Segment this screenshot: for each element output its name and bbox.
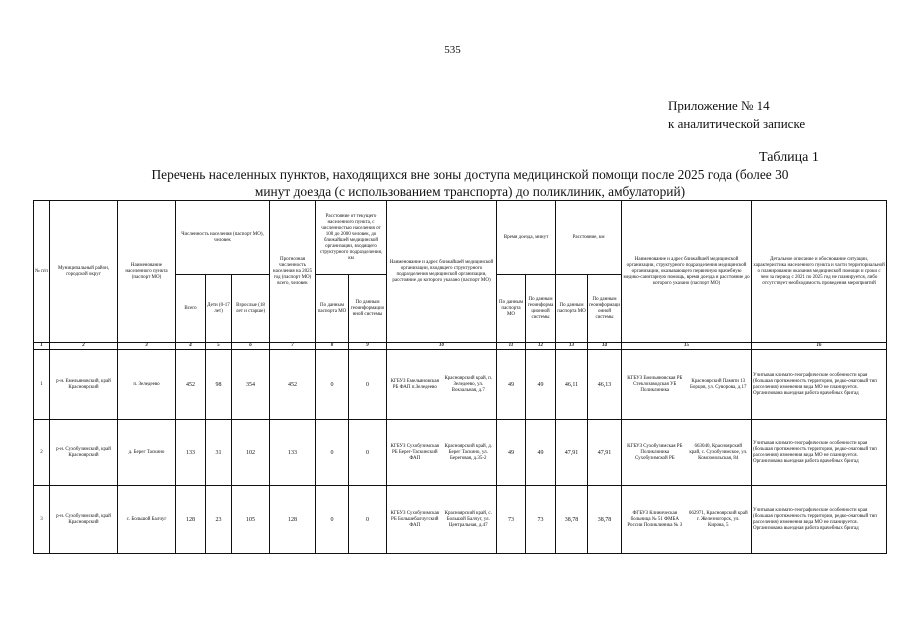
- header-tt-passport: По данным паспорта МО: [497, 275, 526, 343]
- col-index: 12: [526, 343, 556, 350]
- cell-pop-children: 31: [206, 420, 232, 486]
- title-line-1: Перечень населенных пунктов, находящихся вне зоны доступа медицинской помощи после 2025 года (более 30: [151, 167, 789, 182]
- nearest-address: Красноярский край, д. Берег Таскино, ул. Береговая, д.35-2: [444, 443, 493, 461]
- nearest-org: КГБУЗ Сухобузимская РБ Большебалчугский ФАП: [390, 510, 439, 528]
- header-forecast: Прогнозная численность населения на 2025 год (паспорт МО) всего, человек: [270, 201, 316, 343]
- cell-pop-adults: 354: [232, 350, 270, 420]
- cell-tt-passport: 49: [497, 420, 526, 486]
- col-index: 7: [270, 343, 316, 350]
- header-dk-passport: По данным паспорта МО: [556, 275, 588, 343]
- cell-tt-passport: 73: [497, 486, 526, 554]
- col-index: 13: [556, 343, 588, 350]
- cell-district: р-н. Сухобузимский, край Красноярский: [50, 420, 118, 486]
- header-nearest: Наименование и адрес ближайшей медицинской организации, входящего структурного подразделения медицинской организации, расстояние до которого указано (паспорт МО): [387, 201, 497, 343]
- nearest-address: Красноярский край, с. Большой Балчуг, ул. Центральная, д.47: [444, 510, 492, 528]
- cell-dist-passport: 0: [316, 420, 349, 486]
- header-dk-geo: По данным геоинформационной системы: [588, 275, 622, 343]
- ambulatory-address: Красноярский Памяти 13 Борцов, ул. Суворова, д.17: [690, 378, 747, 390]
- cell-tt-passport: 49: [497, 350, 526, 420]
- cell-dk-geo: 38,78: [588, 486, 622, 554]
- cell-dk-geo: 46,13: [588, 350, 622, 420]
- nearest-org: КГБУЗ Сухобузимская РБ Берег-Таскинский ФАП: [390, 443, 439, 461]
- col-index: 4: [176, 343, 206, 350]
- cell-dist-geo: 0: [349, 350, 387, 420]
- header-dist-geo: По данным геоинформационной системы: [349, 275, 387, 343]
- ambulatory-org: КГБУЗ Емельяновская РБ Стеклозаводская УБ Поликлиника: [627, 375, 683, 393]
- appendix-subtitle: к аналитической записке: [668, 116, 806, 131]
- cell-tt-geo: 73: [526, 486, 556, 554]
- header-pop-total: Всего: [176, 275, 206, 343]
- cell-nearest: [387, 420, 497, 486]
- col-index: 16: [752, 343, 887, 350]
- cell-pop-total: 452: [176, 350, 206, 420]
- cell-ambulatory: [622, 420, 752, 486]
- cell-district: р-н. Сухобузимский, край Красноярский: [50, 486, 118, 554]
- cell-dk-passport: 46,11: [556, 350, 588, 420]
- cell-num: 2: [34, 420, 50, 486]
- ambulatory-address: 662971, Красноярский край г. Железногорск, ул. Кирова, 5: [688, 510, 748, 528]
- header-travel-time: Время доезда, минут: [497, 201, 556, 275]
- header-district: Муниципальный район, городской округ: [50, 201, 118, 343]
- cell-nearest: [387, 486, 497, 554]
- col-index: 1: [34, 343, 50, 350]
- col-index: 14: [588, 343, 622, 350]
- nearest-address: Красноярский край, п. Зеледеево, ул. Вокзальная, д.7: [444, 375, 493, 393]
- cell-ambulatory: [622, 486, 752, 554]
- header-dist-passport: По данным паспорта МО: [316, 275, 349, 343]
- header-nearest-ambulatory: Наименование и адрес ближайшей медицинской организации, структурного подразделения медицинской организации, оказывающего первичную врачебную медико-санитарную помощь, время доезда и расстояние до которого указано (паспорт МО): [622, 201, 752, 343]
- cell-pop-total: 128: [176, 486, 206, 554]
- table-label: Таблица 1: [759, 150, 819, 165]
- cell-tt-geo: 49: [526, 420, 556, 486]
- cell-forecast: 452: [270, 350, 316, 420]
- cell-dist-passport: 0: [316, 486, 349, 554]
- cell-ambulatory: [622, 350, 752, 420]
- title-line-2: минут доезда (с использованием транспорта) до поликлиник, амбулаторий): [254, 184, 686, 199]
- ambulatory-address: 663040, Красноярский край, с. Сухобузимское, ул. Комсомольская, 84: [689, 443, 748, 461]
- nearest-org: КГБУЗ Емельяновская РБ ФАП п.Зеледеево: [390, 378, 439, 390]
- cell-tt-geo: 49: [526, 350, 556, 420]
- header-tt-geo: По данным геоинформационной системы: [526, 275, 556, 343]
- table-row: [34, 420, 887, 486]
- cell-nearest: [387, 350, 497, 420]
- table-row: [34, 486, 887, 554]
- col-index: 2: [50, 343, 118, 350]
- header-settlement: Наименование населенного пункта (паспорт МО): [118, 201, 176, 343]
- cell-pop-adults: 102: [232, 420, 270, 486]
- header-pop-adults: Взрослые (18 лет и старше): [232, 275, 270, 343]
- col-index: 9: [349, 343, 387, 350]
- col-index: 8: [316, 343, 349, 350]
- cell-forecast: 133: [270, 420, 316, 486]
- header-pop-children: Дети (0-17 лет): [206, 275, 232, 343]
- ambulatory-org: КГБУЗ Сухобузимская РБ Поликлиника Сухобузимской РБ: [627, 443, 683, 461]
- cell-dist-geo: 0: [349, 420, 387, 486]
- cell-description: Учитывая климато-географические особенности края (большая протяженность территории, редко-очаговый тип расселения) изменения вида МО не планируется. Организована выездная работа врачебных бригад: [752, 420, 887, 486]
- settlements-table: [33, 200, 887, 554]
- table-title: [95, 166, 845, 200]
- col-index: 3: [118, 343, 176, 350]
- header-distance-km: Расстояние, км: [556, 201, 622, 275]
- cell-pop-children: 23: [206, 486, 232, 554]
- cell-settlement: д. Берег Таскино: [118, 420, 176, 486]
- header-distance: Расстояние от текущего населенного пункта, с численностью населения от 100 до 2000 человек, до ближайшей медицинской организации, входящего структурного подразделения, км: [316, 201, 387, 275]
- cell-dk-passport: 38,78: [556, 486, 588, 554]
- header-population: Численность населения (паспорт МО), человек: [176, 201, 270, 275]
- cell-pop-adults: 105: [232, 486, 270, 554]
- cell-dk-geo: 47,91: [588, 420, 622, 486]
- cell-dist-passport: 0: [316, 350, 349, 420]
- cell-dist-geo: 0: [349, 486, 387, 554]
- cell-num: 1: [34, 350, 50, 420]
- header-num: № п/п: [34, 201, 50, 343]
- cell-district: р-н. Емельяновский, край Красноярский: [50, 350, 118, 420]
- cell-num: 3: [34, 486, 50, 554]
- cell-description: Учитывая климато-географические особенности края (большая протяженность территории, редко-очаговый тип расселения) изменения вида МО не планируется. Организована выездная работа врачебных бригад: [752, 350, 887, 420]
- cell-dk-passport: 47,91: [556, 420, 588, 486]
- col-index: 5: [206, 343, 232, 350]
- cell-settlement: п. Зеледеево: [118, 350, 176, 420]
- page-number: 535: [444, 44, 461, 56]
- col-index: 6: [232, 343, 270, 350]
- ambulatory-org: ФГБУЗ Клиническая больница № 51 ФМБА России Поликлиника № 3: [627, 510, 683, 528]
- table-row: [34, 350, 887, 420]
- cell-pop-total: 133: [176, 420, 206, 486]
- col-index: 11: [497, 343, 526, 350]
- cell-forecast: 128: [270, 486, 316, 554]
- cell-settlement: с. Большой Балчуг: [118, 486, 176, 554]
- col-index: 15: [622, 343, 752, 350]
- appendix-label: Приложение № 14: [668, 98, 770, 113]
- header-description: Детальное описание и обоснование ситуации, характеристика населенного пункта и части территориальной о планировании оказания медицинской помощи и сроки с чем за период с 2021 по 2025 год не планируется, либо отсутствует необходимость проведения мероприятий: [752, 201, 887, 343]
- cell-description: Учитывая климато-географические особенности края (большая протяженность территории, редко-очаговый тип расселения) изменения вида МО не планируется. Организована выездная работа врачебных бригад: [752, 486, 887, 554]
- cell-pop-children: 98: [206, 350, 232, 420]
- col-index: 10: [387, 343, 497, 350]
